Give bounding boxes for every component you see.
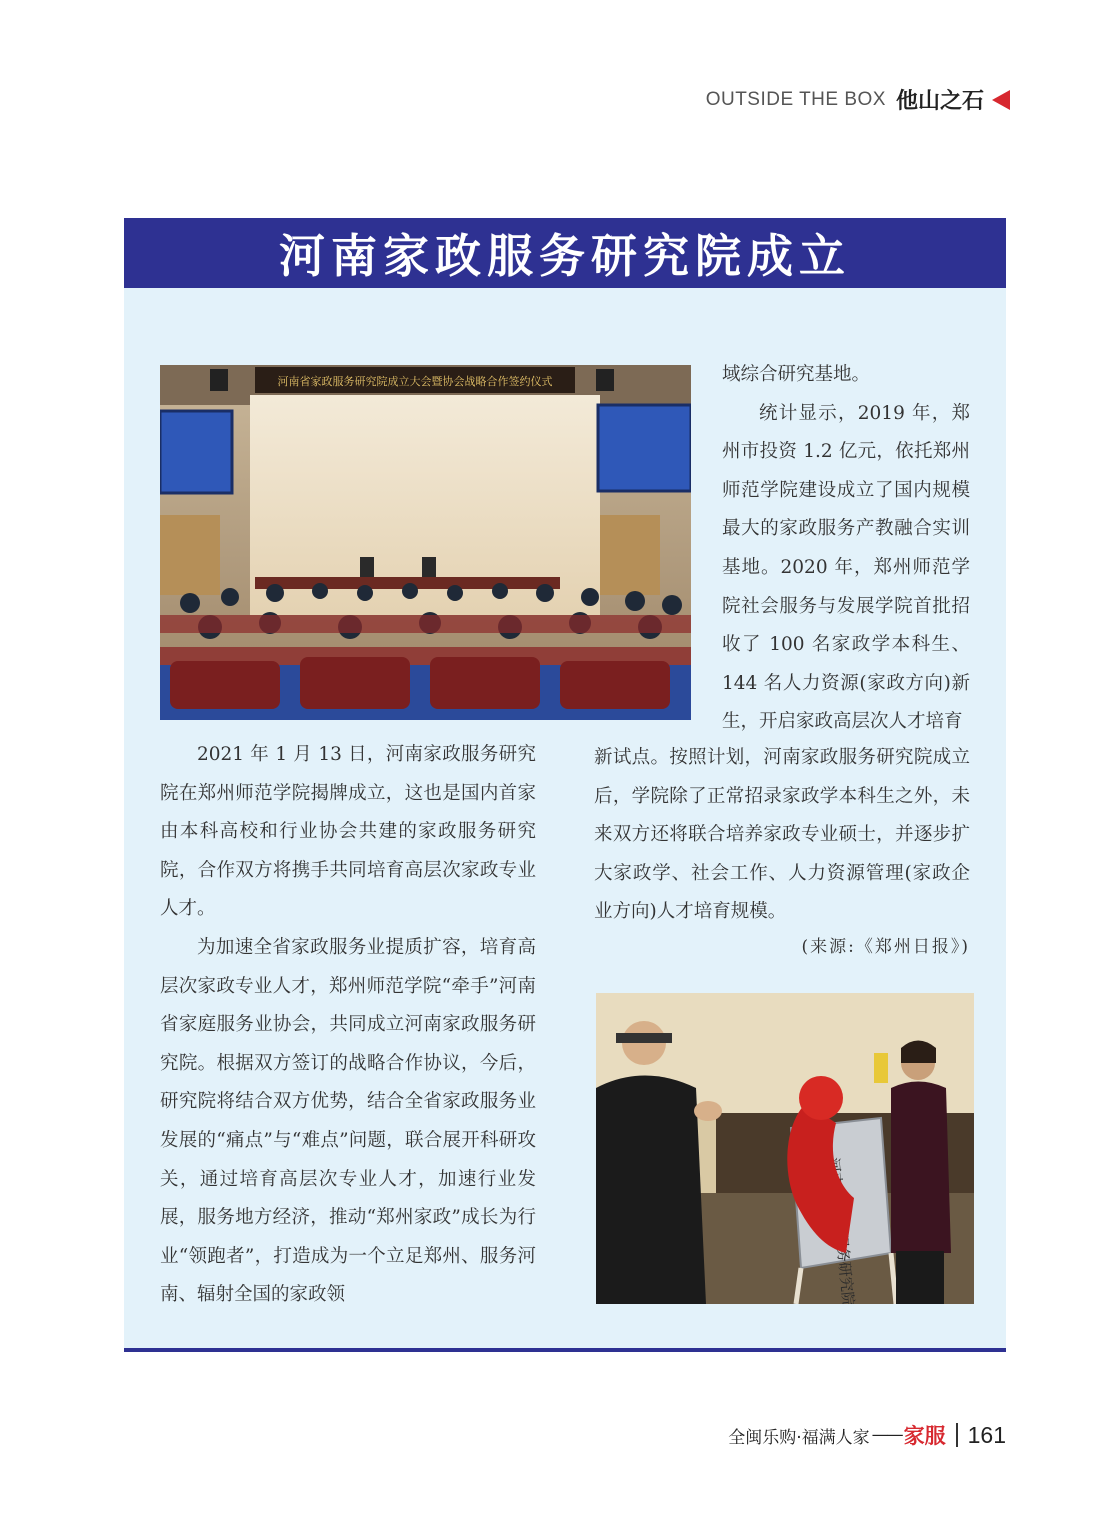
paragraph-continued: 域综合研究基地。 xyxy=(722,364,871,385)
paragraph: 统计显示，2019 年，郑州市投资 1.2 亿元，依托郑州师范学院建设成立了国内规模最大的家政服务产教融合实训基地。2020 年，郑州师范学院社会服务与发展学院首批招收了 100 名家政学本科生、144 名人力资源(家政方向)新生，开启家政高层次人才培育 xyxy=(722,402,970,733)
article-title: 河南家政服务研究院成立 xyxy=(124,218,1006,288)
paragraph-continued: 新试点。按照计划，河南家政服务研究院成立后，学院除了正常招录家政学本科生之外，未来双方还将联合培养家政专业硕士，并逐步扩大家政学、社会工作、人力资源管理(家政企业方向)人才培育规模。 xyxy=(594,747,970,923)
footer-dash: —— xyxy=(871,1425,902,1445)
triangle-marker-icon xyxy=(992,90,1010,110)
footer-divider xyxy=(956,1423,958,1447)
paragraph: 为加速全省家政服务业提质扩容，培育高层次家政专业人才，郑州师范学院“牵手”河南省家庭服务业协会，共同成立河南家政服务研究院。根据双方签订的战略合作协议，今后，研究院将结合双方优势，结合全省家政服务业发展的“痛点”与“难点”问题，联合展开科研攻关，通过培育高层次专业人才，加速行业发展，服务地方经济，推动“郑州家政”成长为行业“领跑者”，打造成为一个立足郑州、服务河南、辐射全国的家政领 xyxy=(160,936,536,1306)
footer-slogan: 全闽乐购·福满人家 xyxy=(728,1427,870,1448)
page-footer xyxy=(728,1420,1006,1450)
article-source: (来源:《郑州日报》) xyxy=(801,937,970,957)
section-header xyxy=(706,84,1010,115)
page-number: 161 xyxy=(967,1421,1006,1448)
article-panel xyxy=(124,218,1006,1352)
photo-banner-text: 河南省家政服务研究院成立大会暨协会战略合作签约仪式 xyxy=(277,375,553,388)
section-label-zh: 他山之石 xyxy=(895,89,984,114)
photo-auditorium xyxy=(160,365,691,720)
footer-brand: 家服 xyxy=(903,1424,946,1448)
photo-plaque-unveiling xyxy=(596,993,974,1304)
section-label-en: OUTSIDE THE BOX xyxy=(705,88,886,110)
paragraph-column-left xyxy=(160,736,536,1315)
paragraph-column-right-bottom xyxy=(594,739,970,932)
paragraph-column-right-top xyxy=(722,356,970,742)
paragraph: 2021 年 1 月 13 日，河南家政服务研究院在郑州师范学院揭牌成立，这也是国内首家由本科高校和行业协会共建的家政服务研究院，合作双方将携手共同培育高层次家政专业人才。 xyxy=(160,744,536,920)
